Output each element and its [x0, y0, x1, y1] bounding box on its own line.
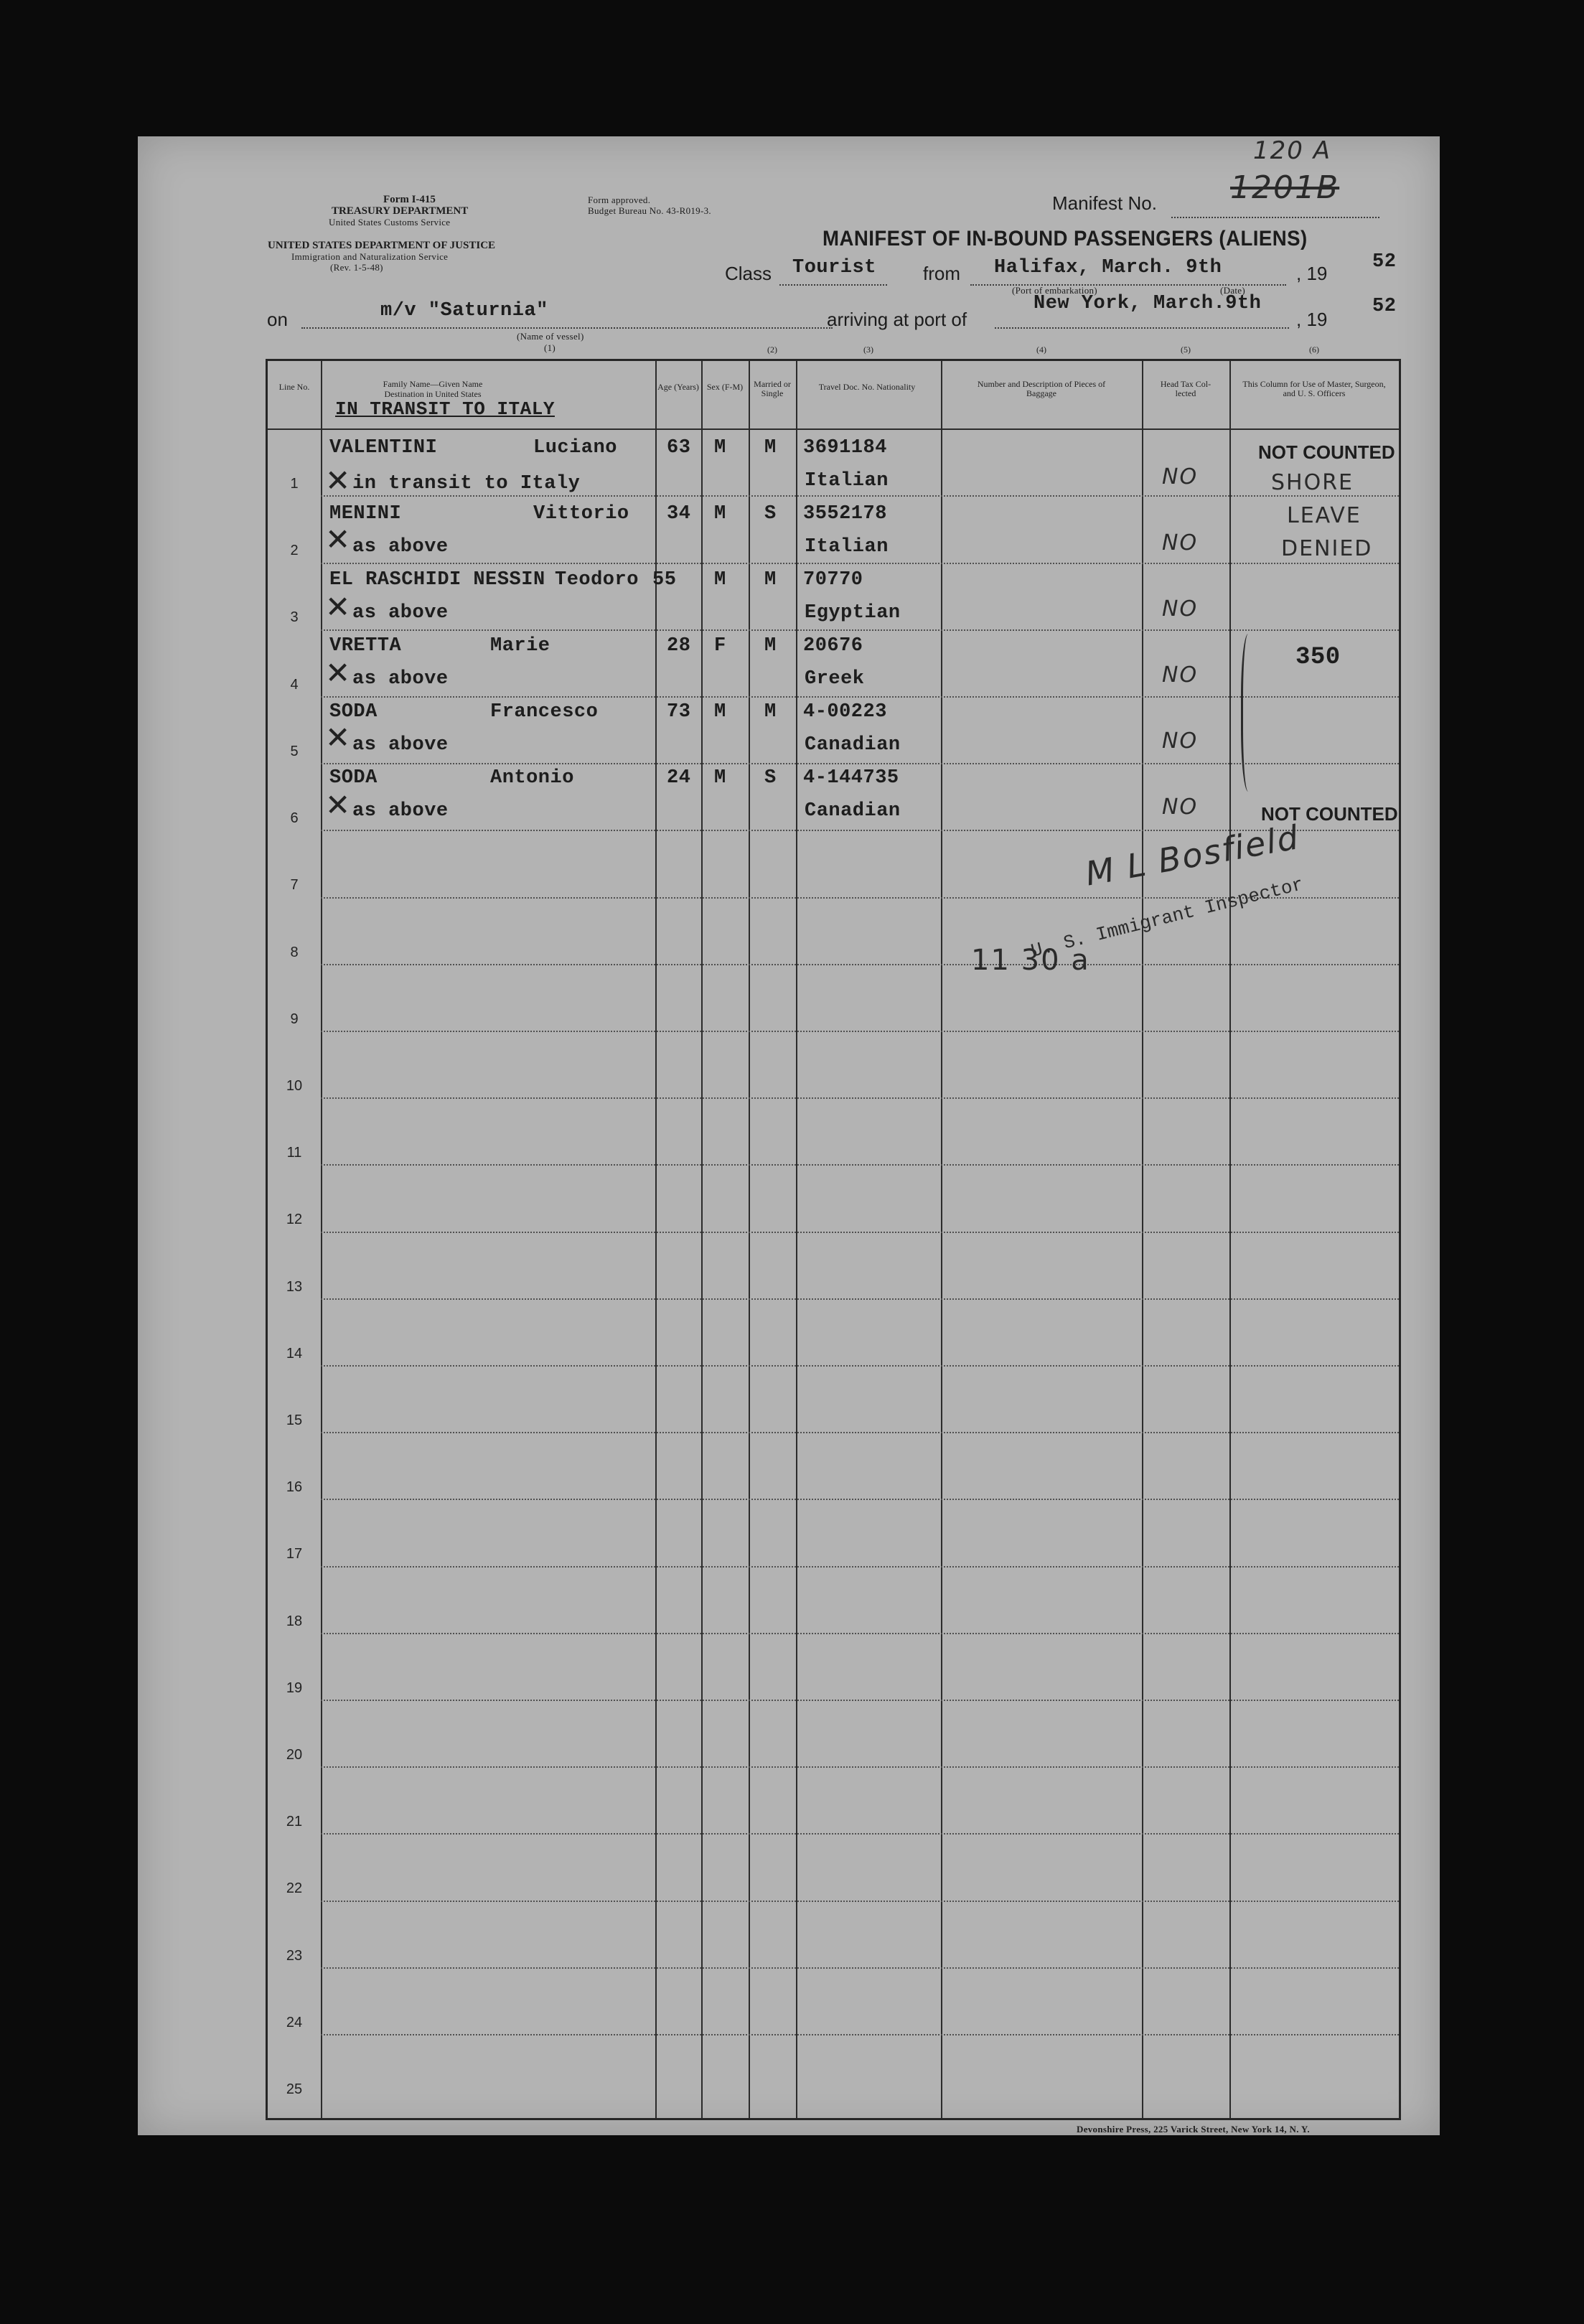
passenger-sex: M — [714, 701, 726, 723]
line-number: 13 — [286, 1279, 303, 1295]
check-mark: ✕ — [325, 720, 351, 755]
col-officers-no: (6) — [1309, 345, 1319, 355]
vessel-col-no: (1) — [544, 342, 556, 353]
passenger-given: Vittorio — [533, 503, 629, 525]
col-destination: Destination in United States — [384, 389, 482, 399]
check-mark: ✕ — [325, 589, 351, 624]
check-mark: ✕ — [325, 787, 351, 823]
passenger-family: VALENTINI — [329, 437, 438, 459]
passenger-doc: 4-00223 — [803, 701, 887, 723]
passenger-table — [266, 345, 1401, 2120]
arriving-value: New York, March.9th — [1034, 293, 1262, 314]
col-baggage: Number and Description of Pieces of Baggage — [977, 379, 1106, 398]
check-mark: ✕ — [325, 463, 351, 498]
passenger-head-tax: NO — [1162, 795, 1199, 820]
inspector-signature: M L Bosfield — [1082, 817, 1303, 894]
port-embark-note: (Port of embarkation) — [1012, 285, 1097, 296]
check-mark: ✕ — [325, 655, 351, 690]
form-number: Form I-415 — [383, 194, 436, 205]
passenger-head-tax: NO — [1162, 530, 1199, 556]
from-label: from — [923, 263, 960, 284]
passenger-sex: F — [714, 635, 726, 657]
col-travel-doc: Travel Doc. No. Nationality — [818, 382, 916, 392]
on-label: on — [267, 309, 288, 330]
passenger-sex: M — [714, 437, 726, 459]
date-note: (Date) — [1220, 285, 1245, 296]
passenger-age: 28 — [667, 635, 691, 657]
inspector-stamp: U. S. Immigrant Inspector — [1028, 873, 1306, 962]
form-approved: Form approved. — [588, 195, 651, 205]
line-number: 25 — [286, 2081, 303, 2097]
passenger-marital: M — [764, 569, 777, 591]
justice-dept: UNITED STATES DEPARTMENT OF JUSTICE — [268, 240, 496, 251]
col-sex: Sex (F-M) — [706, 382, 744, 392]
passenger-marital: M — [764, 437, 777, 459]
vessel-underline — [301, 327, 833, 329]
line-number: 22 — [286, 1880, 303, 1896]
check-mark: ✕ — [325, 522, 351, 557]
passenger-age: 55 — [652, 569, 677, 591]
passenger-head-tax: NO — [1162, 662, 1199, 688]
passenger-nationality: Egyptian — [805, 602, 901, 624]
passenger-destination: as above — [352, 734, 449, 756]
printer-footer: Devonshire Press, 225 Varick Street, New York 14, N. Y. — [1077, 2124, 1310, 2135]
col-married: Married or Single — [754, 379, 791, 398]
col-married-no: (2) — [767, 345, 777, 355]
customs-service: United States Customs Service — [329, 217, 451, 228]
year-1: 52 — [1372, 251, 1397, 273]
col-officers: This Column for Use of Master, Surgeon, and U. S. Officers — [1242, 379, 1386, 398]
time-annotation: 11 30 a — [971, 944, 1090, 977]
passenger-sex: M — [714, 503, 726, 525]
arriving-label: arriving at port of — [827, 309, 967, 330]
line-number: 18 — [286, 1613, 303, 1629]
col-head-tax-no: (5) — [1181, 345, 1191, 355]
passenger-family: MENINI — [329, 503, 402, 525]
passenger-sex: M — [714, 569, 726, 591]
in-transit-banner: IN TRANSIT TO ITALY — [335, 398, 555, 420]
passenger-family: SODA — [329, 767, 378, 789]
passenger-family: SODA — [329, 701, 378, 723]
passenger-doc: 20676 — [803, 635, 863, 657]
line-number: 12 — [286, 1212, 303, 1227]
line-number: 9 — [290, 1011, 299, 1027]
line-number: 20 — [286, 1747, 303, 1763]
line-number: 4 — [290, 677, 299, 693]
passenger-given: Antonio — [490, 767, 574, 789]
passenger-destination: as above — [352, 668, 449, 690]
line-number: 2 — [290, 543, 299, 558]
year-prefix-1: , 19 — [1296, 263, 1328, 284]
col-baggage-no: (4) — [1036, 345, 1046, 355]
passenger-family: VRETTA — [329, 635, 402, 657]
passenger-head-tax: NO — [1162, 464, 1199, 489]
col-travel-no: (3) — [863, 345, 873, 355]
manifest-title: MANIFEST OF IN-BOUND PASSENGERS (ALIENS) — [823, 227, 1308, 250]
not-counted-stamp-bottom: NOT COUNTED — [1261, 803, 1398, 825]
passenger-marital: M — [764, 701, 777, 723]
passenger-destination: as above — [352, 602, 449, 624]
passenger-doc: 3552178 — [803, 503, 887, 525]
shore-annotation: SHORE — [1271, 470, 1354, 495]
passenger-head-tax: NO — [1162, 728, 1199, 754]
passenger-marital: S — [764, 767, 777, 789]
budget-bureau: Budget Bureau No. 43-R019-3. — [588, 205, 711, 216]
passenger-given: Francesco — [490, 701, 599, 723]
passenger-nationality: Canadian — [805, 800, 901, 822]
col-name: Family Name—Given Name — [383, 379, 483, 389]
line-number: 3 — [290, 609, 299, 625]
col-head-tax: Head Tax Col-lected — [1160, 379, 1212, 398]
line-number: 19 — [286, 1680, 303, 1696]
passenger-age: 24 — [667, 767, 691, 789]
passenger-given: Luciano — [533, 437, 617, 459]
passenger-family: EL RASCHIDI NESSIN — [329, 569, 545, 591]
passenger-doc: 4-144735 — [803, 767, 899, 789]
passenger-marital: S — [764, 503, 777, 525]
passenger-sex: M — [714, 767, 726, 789]
passenger-age: 73 — [667, 701, 691, 723]
line-number: 15 — [286, 1412, 303, 1428]
line-number: 8 — [290, 945, 299, 960]
vessel-name: m/v "Saturnia" — [380, 300, 548, 322]
manifest-number-hand: 120 A — [1253, 136, 1331, 165]
passenger-nationality: Italian — [805, 470, 889, 492]
passenger-given: Marie — [490, 635, 550, 657]
manifest-page — [138, 136, 1440, 2135]
col-age: Age (Years) — [657, 382, 699, 392]
line-number: 7 — [290, 877, 299, 893]
denied-annotation: DENIED — [1281, 536, 1373, 561]
line-number: 14 — [286, 1346, 303, 1362]
passenger-doc: 3691184 — [803, 437, 887, 459]
passenger-marital: M — [764, 635, 777, 657]
line-number: 6 — [290, 810, 299, 826]
line-number: 16 — [286, 1479, 303, 1495]
not-counted-stamp: NOT COUNTED — [1258, 441, 1395, 463]
line-number: 5 — [290, 744, 299, 759]
line-number: 17 — [286, 1546, 303, 1562]
line-number: 23 — [286, 1948, 303, 1964]
passenger-age: 34 — [667, 503, 691, 525]
passenger-destination: in transit to Italy — [352, 473, 581, 495]
line-number: 1 — [290, 476, 299, 492]
ins-name: Immigration and Naturalization Service — [291, 251, 449, 262]
manifest-underline — [1171, 217, 1379, 218]
line-number: 10 — [286, 1078, 303, 1094]
passenger-nationality: Canadian — [805, 734, 901, 756]
year-2: 52 — [1372, 296, 1397, 317]
vessel-note: (Name of vessel) — [517, 331, 584, 342]
revision: (Rev. 1-5-48) — [330, 262, 383, 273]
manifest-number-struck: 1201B — [1230, 169, 1340, 206]
passenger-destination: as above — [352, 536, 449, 558]
manifest-label: Manifest No. — [1052, 192, 1157, 214]
count-annotation: 350 — [1295, 644, 1341, 671]
year-prefix-2: , 19 — [1296, 309, 1328, 330]
passenger-given: Teodoro — [555, 569, 639, 591]
passenger-nationality: Greek — [805, 668, 865, 690]
arriving-underline — [995, 327, 1289, 329]
line-number: 21 — [286, 1814, 303, 1829]
leave-annotation: LEAVE — [1287, 503, 1362, 528]
class-value: Tourist — [792, 257, 876, 278]
passenger-destination: as above — [352, 800, 449, 822]
class-underline — [779, 284, 887, 286]
treasury-dept: TREASURY DEPARTMENT — [332, 205, 469, 217]
from-value: Halifax, March. 9th — [994, 257, 1222, 278]
passenger-doc: 70770 — [803, 569, 863, 591]
passenger-head-tax: NO — [1162, 596, 1199, 622]
passenger-age: 63 — [667, 437, 691, 459]
line-number: 24 — [286, 2015, 303, 2030]
class-label: Class — [725, 263, 772, 284]
col-line-no: Line No. — [278, 382, 310, 392]
line-number: 11 — [286, 1145, 302, 1161]
bracket-mark — [1241, 634, 1259, 792]
passenger-nationality: Italian — [805, 536, 889, 558]
